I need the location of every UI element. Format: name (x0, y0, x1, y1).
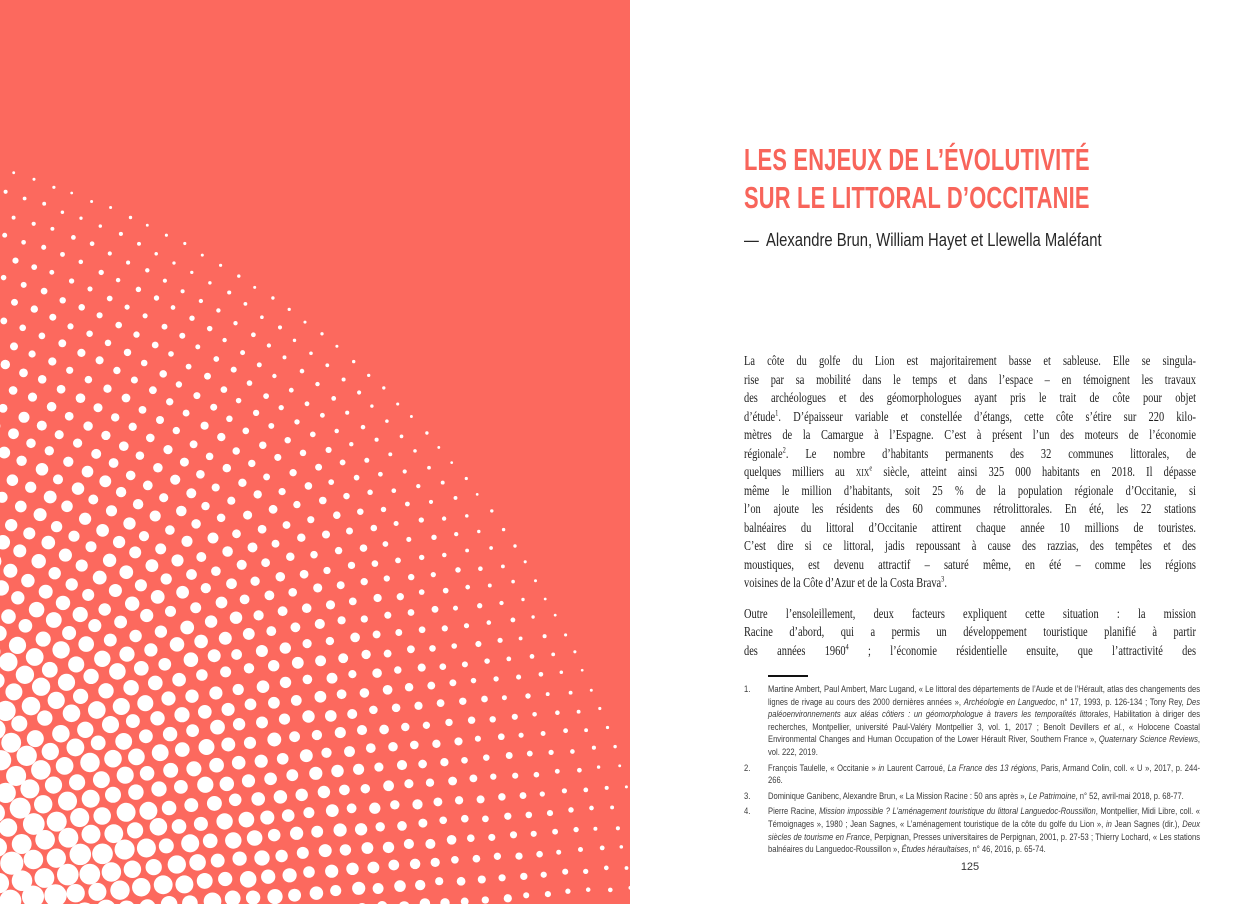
body-line (744, 537, 1196, 556)
article-page (630, 0, 1259, 904)
footnote-separator (768, 675, 808, 677)
text-segment: Deux siècles de tourisme en France (768, 818, 1200, 843)
body-paragraph (744, 352, 1196, 593)
text-segment: mètres de la Camargue à l’Espagne. C’est à présent l’un des moteurs de l’économie (744, 427, 1196, 442)
text-segment: La France des 13 régions (947, 762, 1037, 774)
text-segment: Pierre Racine, (768, 806, 820, 818)
text-segment: in (1105, 818, 1112, 830)
footnote-ref: 2 (782, 443, 786, 454)
footnote-item (744, 791, 1200, 804)
page-number: 125 (960, 861, 980, 873)
body-line (744, 445, 1196, 464)
body-line (744, 463, 1196, 482)
text-segment: siècle, atteint ainsi 325 000 habitants en 2018. Il dépasse (872, 464, 1196, 479)
text-segment: , vol. 222, 2019. (768, 734, 1201, 758)
text-segment: , n° 17, 1993, p. 126-134 ; Tony Rey, (1055, 696, 1187, 708)
text-segment: Le Patrimoine (1028, 790, 1076, 802)
footnote-ref: 1 (775, 406, 779, 417)
text-segment: Dominique Ganibenc, Alexandre Brun, « La Mission Racine : 50 ans après », (768, 790, 1029, 802)
text-segment: Laurent Carroué, (884, 762, 948, 774)
text-segment: même le million d’habitants, soit 25 % de la population régionale d’Occitanie, si (744, 482, 1196, 498)
text-segment: balnéaires du littoral d’Occitanie attirent chaque année 10 millions de touristes. (744, 519, 1196, 535)
text-segment: l’on ajoute les résidents des 60 communes rétrolittorales. En été, les 22 stations (744, 501, 1196, 516)
text-segment: C’est dire si ce littoral, jadis repoussant à cause des razzias, des tempêtes et des (744, 538, 1196, 553)
article-title-line-1: LES ENJEUX DE L’ÉVOLUTIVITÉ (744, 142, 1090, 177)
authors-names: Alexandre Brun, William Hayet et Llewella Maléfant (766, 229, 1102, 250)
text-segment: voisines de la Côte d’Azur et de la Costa Brava (744, 575, 942, 590)
text-segment: François Taulelle, « Occitanie » (768, 762, 879, 774)
text-segment: d’étude (744, 408, 776, 424)
footnote-ref: 3 (941, 573, 945, 584)
body-line (744, 371, 1196, 390)
text-segment: , n° 52, avril-mai 2018, p. 68-77. (1075, 790, 1184, 802)
text-segment: Mission impossible ? L’aménagement touristique du littoral Languedoc-Roussillon (819, 806, 1096, 818)
text-segment: , Montpellier, Midi Libre, coll. « Témoignages », 1980 ; Jean Sagnes, « L’aménagement touristique de la côte du golfe du Lion », (768, 806, 1200, 830)
footnote-ref: e (869, 462, 873, 473)
body-line (744, 556, 1196, 575)
text-segment: régionale (744, 445, 783, 461)
text-segment: quelques milliers au (744, 464, 856, 479)
footnote-item (744, 763, 1200, 788)
body-line (744, 482, 1196, 501)
text-segment: , Habilitation à diriger des recherches, Montpellier, université Paul-Valéry Montpellier 3, vol. 1, 2017 ; Benoît Devillers (768, 709, 1200, 733)
body-line (744, 605, 1196, 624)
body-line (744, 352, 1196, 371)
text-segment: Jean Sagnes (dir.), (1111, 818, 1183, 830)
body-paragraph (744, 605, 1196, 661)
text-segment: ; l’économie résidentielle ensuite, que l’attractivité des (848, 642, 1196, 658)
text-segment: Études héraultaises (901, 844, 969, 856)
footnote-item (744, 684, 1200, 760)
footnote-number: 3. (744, 790, 751, 802)
footnote-ref: 4 (845, 640, 849, 651)
body-line (744, 574, 1196, 593)
text-segment: La côte du golfe du Lion est majoritairement basse et sableuse. Elle se singula- (744, 353, 1196, 368)
body-line (744, 426, 1196, 445)
article-authors (744, 229, 1102, 251)
text-segment: moustiques, est devenu attractif – saturé même, en été – comme les régions (744, 556, 1196, 572)
text-segment: des archéologues et des géomorphologues ayant pris le trait de côte pour objet (744, 390, 1196, 405)
article-title (744, 141, 1139, 217)
body-line (744, 389, 1196, 408)
footnote-text (768, 791, 1200, 804)
text-segment: rise par sa mobilité dans le temps et dans l’espace – en témoignent les travaux (744, 371, 1196, 387)
text-segment: Archéologie en Languedoc (963, 696, 1056, 708)
body-line (744, 519, 1196, 538)
text-segment: des années 1960 (744, 642, 846, 658)
text-segment: , Paris, Armand Colin, coll. « U », 2017, p. 244-266. (768, 762, 1201, 787)
footnote-number: 1. (744, 684, 751, 695)
text-segment: Des paléoenvironnements aux aléas côtiers : un géomorphologue à travers les temporalités littorales (768, 696, 1200, 721)
text-segment: , « Holocene Coastal Environmental Changes and Human Occupation of the Lower Hérault River, Southern France », (768, 721, 1200, 746)
text-segment: in (878, 762, 885, 774)
footnote-text (768, 763, 1200, 788)
text-segment: , n° 46, 2016, p. 65-74. (968, 844, 1046, 856)
footnote-item (744, 806, 1200, 856)
text-segment: xix (855, 464, 870, 479)
text-segment: Martine Ambert, Paul Ambert, Marc Lugand, « Le littoral des départements de l’Aude et de l’Hérault, atlas des changements des lignes de rivage au cours des 2000 dernières années », (768, 684, 1200, 708)
footnotes (744, 684, 1200, 860)
footnote-number: 2. (744, 762, 751, 774)
body-line (744, 642, 1196, 661)
text-segment: Racine d’abord, qui a permis un développement touristique planifié à partir (744, 624, 1196, 639)
text-segment: , Perpignan, Presses universitaires de Perpignan, 2001, p. 27-53 ; Thierry Lochard, « Les stations balnéaires du Languedoc-Roussillon », (768, 831, 1201, 856)
text-segment: et al. (1103, 721, 1123, 733)
body-line (744, 500, 1196, 519)
text-segment: . Le nombre d’habitants permanents des 32 communes littorales, de (785, 445, 1196, 461)
text-segment: . D’épaisseur variable et constellée d’étangs, cette côte s’étire sur 220 kilo- (778, 408, 1196, 424)
body-line (744, 623, 1196, 642)
footnote-text (768, 806, 1200, 856)
text-segment: Quaternary Science Reviews (1098, 734, 1198, 746)
footnote-text (768, 684, 1200, 760)
footnote-number: 4. (744, 806, 751, 818)
text-segment: Outre l’ensoleillement, deux facteurs expliquent cette situation : la mission (744, 605, 1196, 621)
article-body (744, 352, 1196, 660)
authors-dash: — (744, 229, 759, 250)
body-line (744, 408, 1196, 427)
article-title-line-2: SUR LE LITTORAL D’OCCITANIE (744, 180, 1090, 215)
text-segment: . (944, 575, 947, 590)
